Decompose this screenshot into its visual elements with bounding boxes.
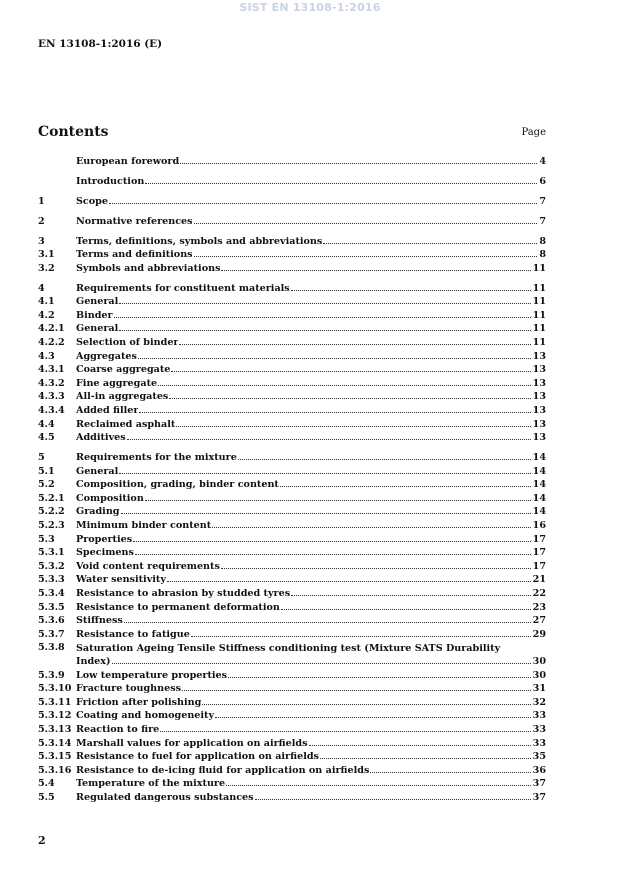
- toc-entry[interactable]: [38, 683, 546, 697]
- toc-entry-page: 32: [532, 696, 546, 708]
- toc-entry[interactable]: [38, 615, 546, 629]
- toc-entry-number: 5.3.16: [38, 764, 72, 776]
- toc-entry[interactable]: [38, 176, 546, 190]
- toc-entry-number: 5.2.2: [38, 506, 65, 518]
- toc-entry-number: 4.1: [38, 296, 55, 308]
- dot-leader: [215, 717, 531, 718]
- dot-leader: [180, 163, 537, 164]
- toc-entry-title: Fine aggregate: [76, 377, 158, 389]
- toc-entry-page: 33: [532, 723, 546, 735]
- dot-leader: [138, 358, 531, 359]
- dot-leader: [221, 568, 531, 569]
- toc-entry-title: Terms, definitions, symbols and abbreviations: [76, 235, 323, 247]
- toc-entry-page: 27: [532, 615, 546, 627]
- toc-entry-page: 33: [532, 710, 546, 722]
- dot-leader: [160, 731, 530, 732]
- dot-leader: [135, 554, 531, 555]
- toc-entry-title: Low temperature properties: [76, 669, 228, 681]
- toc-entry-title: Coating and homogeneity: [76, 710, 215, 722]
- toc-entry-title: All-in aggregates: [76, 391, 169, 403]
- toc-entry[interactable]: [38, 697, 546, 711]
- toc-entry-title: Composition: [76, 492, 144, 504]
- toc-entry[interactable]: [38, 547, 546, 561]
- toc-entry-page: 7: [539, 215, 546, 227]
- toc-entry-page: 14: [532, 465, 546, 477]
- toc-entry-page: 13: [532, 432, 546, 444]
- dot-leader: [194, 256, 538, 257]
- toc-entry-page: 35: [532, 751, 546, 763]
- page-column-label: Page: [521, 127, 546, 138]
- dot-leader: [176, 426, 530, 427]
- dot-leader: [280, 486, 531, 487]
- toc-entry-page: 22: [532, 588, 546, 599]
- toc-entry-number: 5.3.1: [38, 547, 65, 559]
- toc-entry-number: 5.3.3: [38, 574, 65, 586]
- toc-entry-title: Composition, grading, binder content: [76, 479, 279, 491]
- toc-entry[interactable]: [38, 479, 546, 493]
- toc-entry-title: Scope: [76, 195, 108, 207]
- toc-entry-title: Terms and definitions: [76, 249, 193, 261]
- toc-entry-number: 4.2.2: [38, 337, 65, 349]
- toc-entry-title: Binder: [76, 309, 113, 321]
- toc-entry[interactable]: [38, 391, 546, 405]
- toc-entry-number: 5.2: [38, 479, 55, 491]
- toc-entry-number: 5.3.10: [38, 683, 72, 695]
- toc-entry-number: 5.3.7: [38, 628, 65, 640]
- toc-entry-page: 13: [532, 377, 546, 389]
- dot-leader: [309, 745, 531, 746]
- dot-leader: [121, 513, 531, 514]
- toc-entry-page: 21: [532, 574, 546, 586]
- toc-entry-title: Resistance to permanent deformation: [76, 601, 280, 613]
- toc-entry-page: 17: [532, 547, 546, 559]
- dot-leader: [202, 704, 530, 705]
- toc-entry-page: 13: [532, 364, 546, 376]
- table-of-contents: [38, 156, 546, 806]
- dot-leader: [133, 541, 531, 542]
- dot-leader: [194, 223, 538, 224]
- dot-leader: [320, 758, 531, 759]
- dot-leader: [182, 690, 531, 691]
- toc-entry-title: Introduction: [76, 175, 145, 187]
- toc-entry-title: Aggregates: [76, 350, 137, 362]
- toc-entry-page: 11: [532, 296, 546, 308]
- toc-entry-page: 37: [532, 791, 546, 803]
- toc-entry[interactable]: [38, 792, 546, 806]
- toc-entry-number: 5.2.3: [38, 520, 65, 532]
- toc-entry-number: 5.3.11: [38, 696, 72, 708]
- dot-leader: [145, 183, 537, 184]
- toc-entry[interactable]: [38, 751, 546, 765]
- toc-entry-title: Grading: [76, 506, 120, 518]
- toc-entry-number: 4.2.1: [38, 323, 65, 335]
- dot-leader: [114, 317, 531, 318]
- toc-entry-page: 23: [532, 601, 546, 613]
- toc-entry-page: 11: [532, 282, 546, 294]
- toc-entry[interactable]: [38, 351, 546, 365]
- toc-entry-page: 33: [532, 737, 546, 749]
- toc-entry-title: General: [76, 296, 119, 308]
- toc-entry-page: 8: [539, 235, 546, 247]
- toc-entry-page: 13: [532, 391, 546, 403]
- toc-entry[interactable]: [38, 378, 546, 392]
- toc-entry-title: General: [76, 323, 119, 335]
- dot-leader: [171, 371, 530, 372]
- toc-entry[interactable]: [38, 778, 546, 792]
- toc-entry-page: 13: [532, 404, 546, 416]
- toc-entry-number: 4.4: [38, 418, 55, 430]
- dot-leader: [370, 772, 530, 773]
- toc-entry[interactable]: [38, 337, 546, 351]
- toc-entry-title: Void content requirements: [76, 560, 220, 572]
- toc-entry-title: Stiffness: [76, 615, 123, 627]
- toc-entry[interactable]: [38, 249, 546, 263]
- toc-entry-page: 11: [532, 262, 546, 274]
- toc-entry-page: 11: [532, 323, 546, 335]
- toc-entry[interactable]: [38, 765, 546, 779]
- toc-entry-number: 3.2: [38, 262, 55, 274]
- toc-entry-title: Resistance to abrasion by studded tyres: [76, 588, 291, 599]
- toc-entry-page: 16: [532, 520, 546, 532]
- dot-leader: [191, 636, 531, 637]
- dot-leader: [109, 203, 537, 204]
- toc-entry[interactable]: [38, 738, 546, 752]
- toc-entry-page: 30: [532, 669, 546, 681]
- dot-leader: [169, 398, 530, 399]
- toc-entry-page: 6: [539, 175, 546, 187]
- toc-entry-number: 5.3.9: [38, 669, 65, 681]
- dot-leader: [124, 622, 531, 623]
- dot-leader: [139, 412, 530, 413]
- dot-leader: [167, 581, 531, 582]
- toc-entry-number: 5.3: [38, 533, 55, 545]
- toc-entry-number: 5.3.14: [38, 737, 72, 749]
- toc-entry-number: 4.3.4: [38, 404, 65, 416]
- toc-entry-number: 5.1: [38, 465, 55, 477]
- document-id: EN 13108-1:2016 (E): [38, 38, 163, 50]
- toc-entry-number: 5.2.1: [38, 492, 65, 504]
- toc-entry-page: 36: [532, 764, 546, 776]
- toc-entry-title: Added filler: [76, 404, 139, 416]
- toc-entry-title: Marshall values for application on airfields: [76, 737, 308, 749]
- toc-entry[interactable]: [38, 642, 546, 669]
- dot-leader: [119, 303, 530, 304]
- toc-entry-page: 37: [532, 778, 546, 790]
- toc-entry[interactable]: [38, 493, 546, 507]
- toc-entry-title: General: [76, 465, 119, 477]
- toc-entry-title: Reaction to fire: [76, 723, 160, 735]
- toc-entry[interactable]: [38, 534, 546, 548]
- dot-leader: [119, 473, 530, 474]
- toc-entry-number: 3: [38, 235, 45, 247]
- toc-entry-page: 13: [532, 418, 546, 430]
- toc-entry-title: Normative references: [76, 215, 193, 227]
- toc-entry-number: 4: [38, 282, 45, 294]
- toc-entry-number: 5.3.4: [38, 588, 65, 599]
- toc-entry-title: Resistance to fuel for application on airfields: [76, 751, 319, 763]
- dot-leader: [226, 785, 531, 786]
- toc-entry[interactable]: [38, 156, 546, 170]
- toc-entry-number: 5: [38, 452, 45, 464]
- toc-entry-number: 5.3.12: [38, 710, 72, 722]
- dot-leader: [255, 799, 531, 800]
- toc-entry[interactable]: [38, 574, 546, 588]
- toc-entry-title: Minimum binder content: [76, 520, 212, 532]
- toc-entry-number: 4.3.3: [38, 391, 65, 403]
- contents-heading: Contents: [38, 124, 109, 140]
- dot-leader: [179, 344, 530, 345]
- toc-entry-number: 5.3.8: [38, 642, 65, 654]
- dot-leader: [119, 330, 530, 331]
- toc-entry[interactable]: [38, 602, 546, 616]
- toc-entry[interactable]: [38, 364, 546, 378]
- toc-entry-title: Additives: [76, 432, 126, 444]
- toc-entry-title: Friction after polishing: [76, 696, 202, 708]
- toc-entry-title: Fracture toughness: [76, 683, 182, 695]
- toc-entry[interactable]: [38, 710, 546, 724]
- toc-entry-number: 5.5: [38, 791, 55, 803]
- toc-entry[interactable]: [38, 405, 546, 419]
- dot-leader: [127, 439, 531, 440]
- toc-entry-page: 14: [532, 479, 546, 491]
- toc-entry-page: 31: [532, 683, 546, 695]
- toc-entry[interactable]: [38, 283, 546, 297]
- dot-leader: [291, 290, 531, 291]
- toc-entry-number: 5.3.6: [38, 615, 65, 627]
- toc-entry-title: Resistance to fatigue: [76, 628, 190, 640]
- toc-entry-title: Coarse aggregate: [76, 364, 171, 376]
- dot-leader: [112, 663, 531, 664]
- toc-entry-number: 3.1: [38, 249, 55, 261]
- toc-entry[interactable]: [38, 506, 546, 520]
- toc-entry-number: 5.3.5: [38, 601, 65, 613]
- toc-entry-number: 5.3.2: [38, 560, 65, 572]
- dot-leader: [281, 609, 531, 610]
- toc-entry[interactable]: [38, 629, 546, 643]
- toc-entry[interactable]: [38, 724, 546, 738]
- toc-entry[interactable]: [38, 466, 546, 480]
- toc-entry[interactable]: [38, 323, 546, 337]
- toc-entry-page: 4: [539, 156, 546, 167]
- toc-entry[interactable]: [38, 561, 546, 575]
- toc-entry-page: 17: [532, 560, 546, 572]
- dot-leader: [323, 243, 537, 244]
- toc-entry-page: 7: [539, 195, 546, 207]
- dot-leader: [228, 677, 531, 678]
- toc-entry[interactable]: [38, 588, 546, 602]
- toc-entry-number: 2: [38, 215, 45, 227]
- toc-entry[interactable]: [38, 216, 546, 230]
- toc-entry-page: 8: [539, 249, 546, 261]
- toc-entry[interactable]: [38, 520, 546, 534]
- toc-entry-title: Water sensitivity: [76, 574, 166, 586]
- toc-entry-number: 4.5: [38, 432, 55, 444]
- toc-entry-page: 13: [532, 350, 546, 362]
- page-number: 2: [38, 834, 46, 847]
- dot-leader: [221, 270, 530, 271]
- toc-entry-title: Symbols and abbreviations: [76, 262, 221, 274]
- toc-entry-page: 14: [532, 506, 546, 518]
- toc-entry-number: 5.3.13: [38, 723, 72, 735]
- watermark-text: SIST EN 13108-1:2016: [239, 1, 381, 14]
- toc-entry-title-continued: Index): [76, 655, 111, 667]
- toc-entry-page: 11: [532, 337, 546, 349]
- toc-entry-page: 14: [532, 492, 546, 504]
- toc-entry-number: 4.2: [38, 309, 55, 321]
- toc-entry-title: Requirements for the mixture: [76, 452, 237, 464]
- dot-leader: [212, 527, 530, 528]
- toc-entry-title: European foreword: [76, 156, 180, 167]
- toc-entry-number: 4.3.2: [38, 377, 65, 389]
- toc-entry-page: 11: [532, 309, 546, 321]
- toc-entry[interactable]: [38, 419, 546, 433]
- toc-entry-page: 14: [532, 452, 546, 464]
- dot-leader: [238, 459, 531, 460]
- toc-entry-title: Properties: [76, 533, 133, 545]
- toc-entry[interactable]: [38, 196, 546, 210]
- toc-entry-number: 4.3.1: [38, 364, 65, 376]
- dot-leader: [158, 385, 531, 386]
- toc-entry-title: Selection of binder: [76, 337, 179, 349]
- toc-entry-number: 1: [38, 195, 45, 207]
- toc-entry-title: Requirements for constituent materials: [76, 282, 290, 294]
- toc-entry[interactable]: [38, 310, 546, 324]
- toc-entry-page: 29: [532, 628, 546, 640]
- toc-entry-title: Resistance to de-icing fluid for application on airfields: [76, 764, 370, 776]
- toc-entry[interactable]: [38, 263, 546, 277]
- toc-entry-number: 4.3: [38, 350, 55, 362]
- toc-entry[interactable]: [38, 296, 546, 310]
- toc-entry-page: 17: [532, 533, 546, 545]
- toc-entry[interactable]: [38, 236, 546, 250]
- toc-entry-number: 5.3.15: [38, 751, 72, 763]
- toc-entry-title: Regulated dangerous substances: [76, 791, 254, 803]
- toc-entry-title: Reclaimed asphalt: [76, 418, 176, 430]
- toc-entry-title: Saturation Ageing Tensile Stiffness conditioning test (Mixture SATS Durability: [76, 643, 501, 655]
- toc-entry[interactable]: [38, 432, 546, 446]
- toc-entry-title: Temperature of the mixture: [76, 778, 226, 790]
- toc-entry-number: 5.4: [38, 778, 55, 790]
- dot-leader: [291, 595, 531, 596]
- toc-entry-title: Specimens: [76, 547, 134, 559]
- toc-entry[interactable]: [38, 452, 546, 466]
- dot-leader: [145, 500, 531, 501]
- toc-entry-page: 30: [532, 655, 546, 667]
- toc-entry[interactable]: [38, 670, 546, 684]
